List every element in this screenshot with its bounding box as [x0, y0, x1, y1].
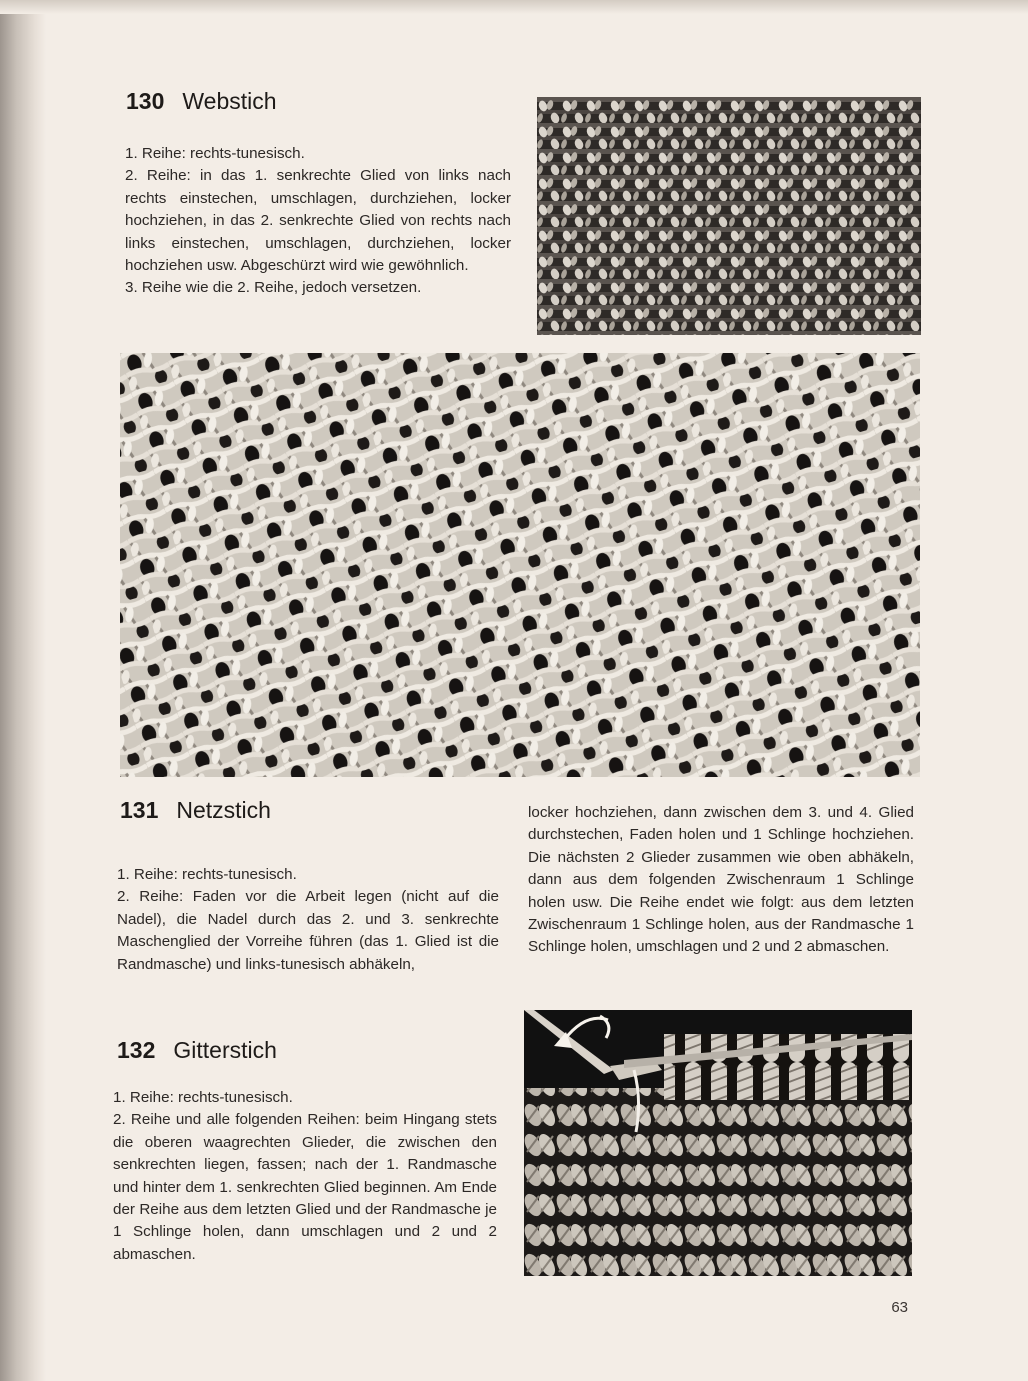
section-title: Gitterstich: [173, 1037, 277, 1063]
book-gutter-shadow: [0, 0, 46, 1381]
section-131-heading: [120, 797, 271, 824]
section-132-heading: [117, 1037, 277, 1064]
instruction-row-1: 1. Reihe: rechts-tunesisch.: [117, 866, 297, 883]
instruction-row-2: 2. Reihe: Faden vor die Arbeit legen (nicht auf die Nadel), die Nadel durch das 2. und 3. senkrechte Maschenglied der Vorreihe führen (das 1. Glied ist die Randmasche) und links-tunesisch abhäkeln,: [117, 888, 499, 973]
instruction-row-2: 2. Reihe und alle folgenden Reihen: beim Hingang stets die oberen waagrechten Glieder, die zwischen den senkrechten liegen, fassen; nach der 1. Randmasche und hinter dem 1. senkrechten Glied beginnen. Am Ende der Reihe aus dem letzten Glied und der Randmasche je 1 Schlinge holen, dann umschlagen und 2 und 2 abmaschen.: [113, 1111, 497, 1263]
instruction-row-2: 2. Reihe: in das 1. senkrechte Glied von links nach rechts einstechen, umschlagen, durchziehen, locker hochziehen, in das 2. senkrechte Glied von rechts nach links einstechen, umschlagen, durchziehen, locker hochziehen usw. Abgeschürzt wird wie gewöhnlich.: [125, 167, 511, 275]
webstich-texture: [537, 97, 921, 335]
netzstich-texture: [120, 353, 920, 777]
instruction-row-3: 3. Reihe wie die 2. Reihe, jedoch versetzen.: [125, 279, 422, 297]
section-title: Netzstich: [176, 797, 271, 823]
gitterstich-texture: [524, 1010, 912, 1276]
webstich-photo: [537, 97, 921, 335]
gitterstich-photo: [524, 1010, 912, 1276]
section-number: 130: [126, 88, 165, 114]
netzstich-photo: [120, 353, 920, 777]
instruction-row-1: 1. Reihe: rechts-tunesisch.: [113, 1089, 293, 1106]
instruction-continuation: locker hochziehen, dann zwischen dem 3. und 4. Glied durchstechen, Faden holen und 1 Schlinge hochziehen. Die nächsten 2 Glieder zusammen wie oben abhäkeln, dann aus dem folgenden Zwischenraum 1 Schlinge holen usw. Die Reihe endet wie folgt: aus dem letzten Zwischenraum 1 Schlinge holen, aus der Randmasche 1 Schlinge holen, umschlagen und 2 und 2 abmaschen.: [528, 804, 914, 956]
section-title: Webstich: [182, 88, 277, 114]
section-130-text: [125, 143, 511, 300]
section-132-text: [113, 1087, 497, 1266]
section-131-text-continued: [528, 802, 914, 959]
page-number: 63: [891, 1299, 908, 1316]
section-131-text: [117, 864, 499, 976]
section-number: 131: [120, 797, 159, 823]
section-130-heading: [126, 88, 277, 115]
page-top-shadow: [0, 0, 1028, 14]
section-number: 132: [117, 1037, 156, 1063]
instruction-row-1: 1. Reihe: rechts-tunesisch.: [125, 145, 305, 162]
